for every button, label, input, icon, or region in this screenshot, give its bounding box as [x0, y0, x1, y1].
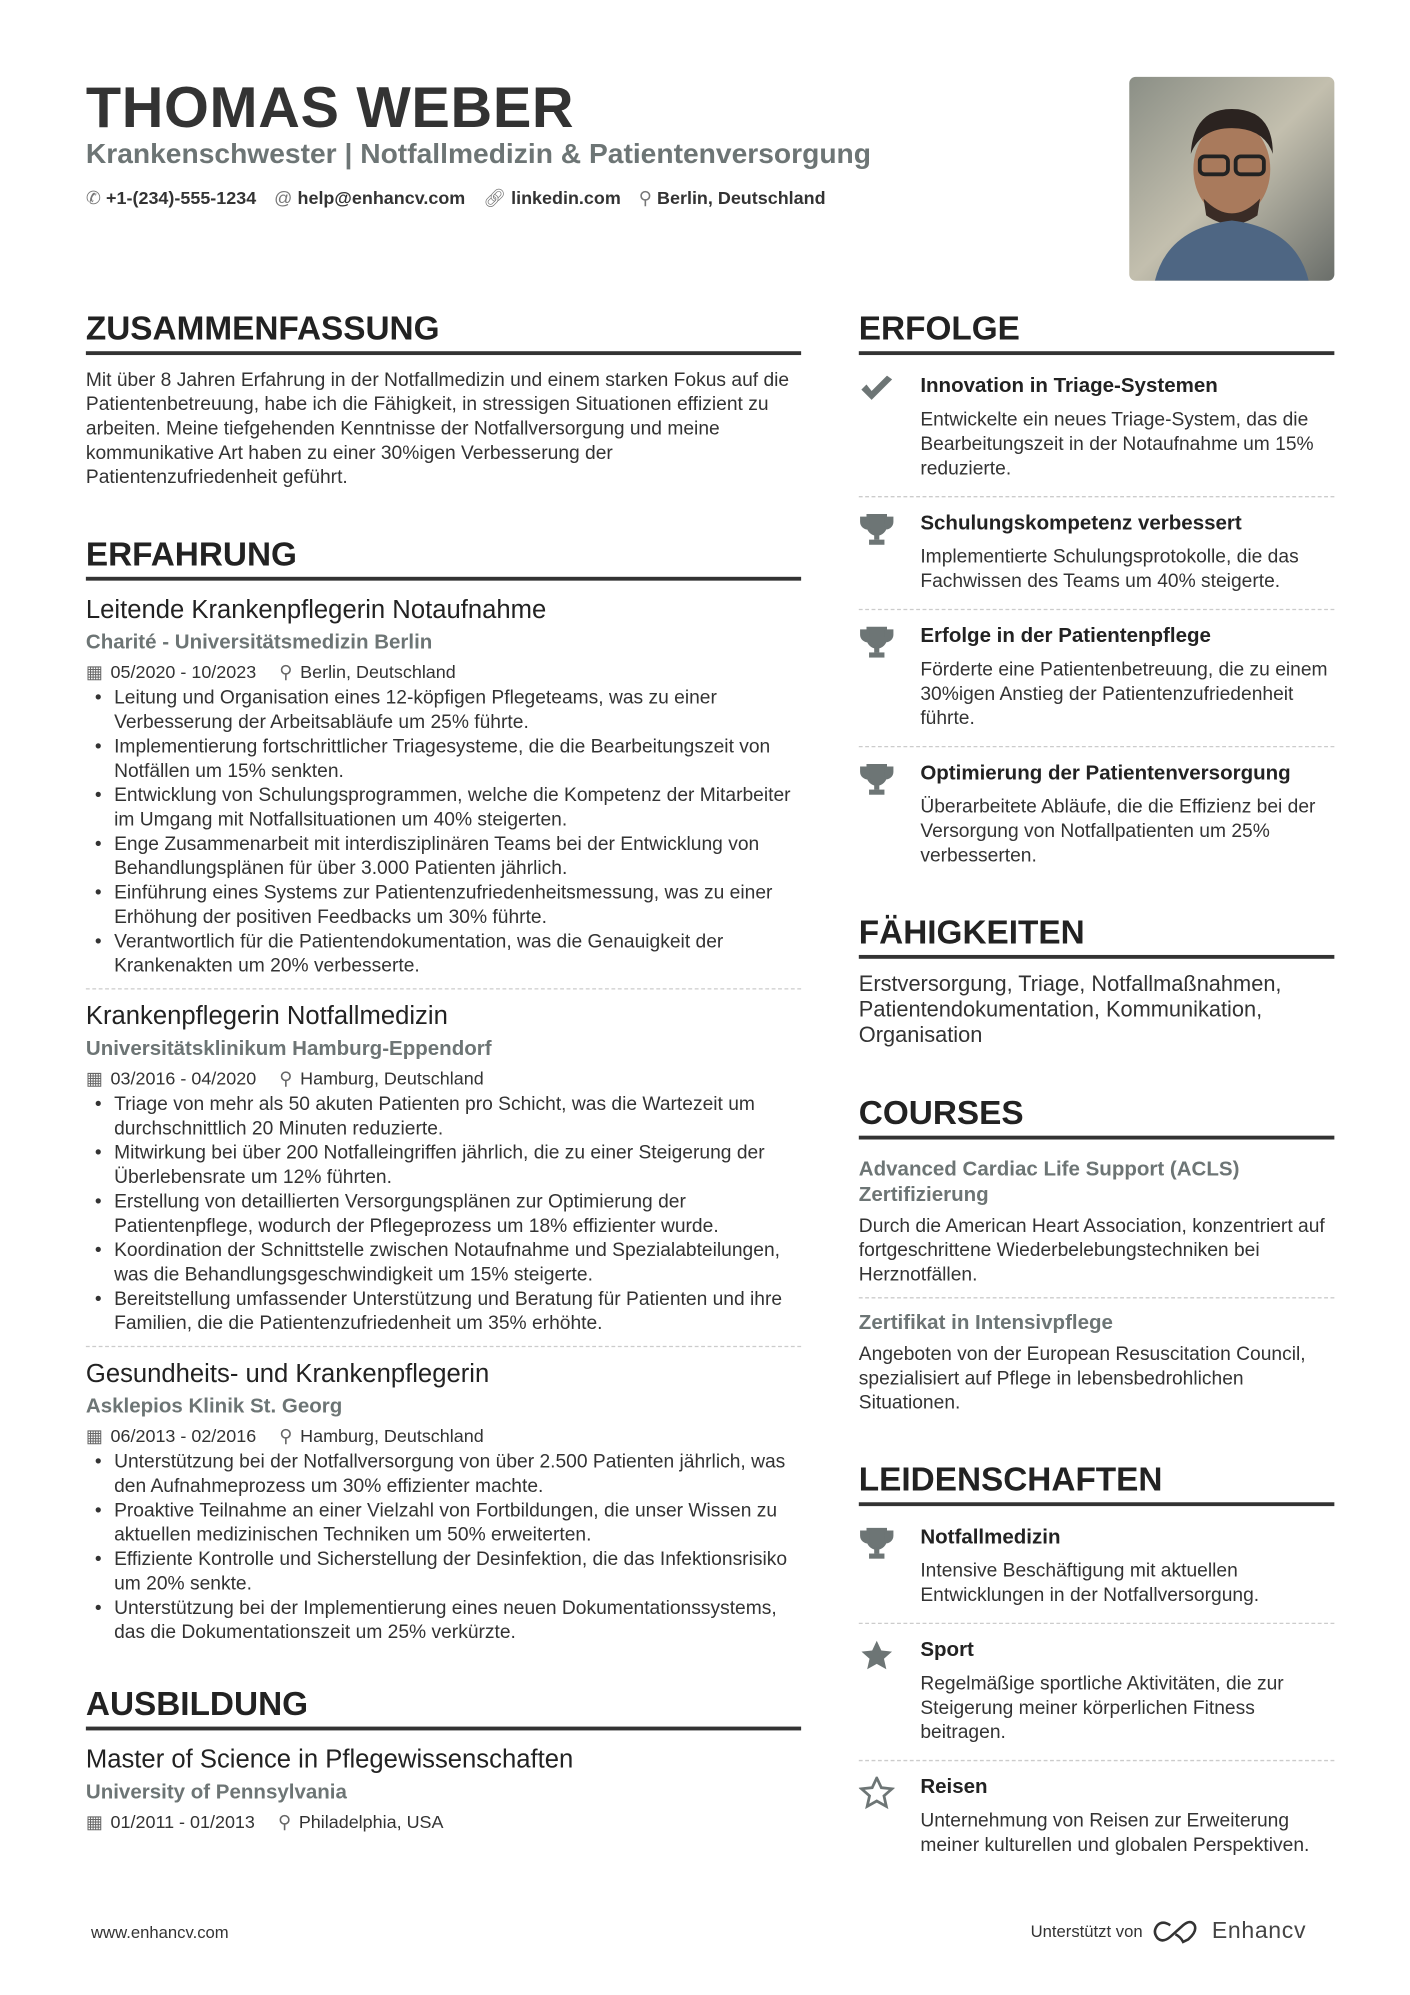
job-bullets [86, 686, 801, 978]
job-meta [86, 1422, 801, 1450]
item-description: Entwickelte ein neues Triage-System, das die Bearbeitungszeit in der Notaufnahme um 15% reduzierte. [920, 408, 1314, 480]
skills-text: Erstversorgung, Triage, Notfallmaßnahmen, Patientendokumentation, Kommunikation, Organisation [858, 971, 1282, 1048]
job-meta [86, 658, 801, 686]
email-text: help@enhancv.com [297, 187, 466, 208]
separator [859, 496, 1335, 497]
calendar-icon: ▦ [85, 1425, 103, 1446]
school: University of Pennsylvania [85, 1781, 347, 1804]
job-dates: 05/2020 - 10/2023 [110, 661, 257, 682]
education-dates: 01/2011 - 01/2013 [110, 1811, 255, 1832]
job-location: Hamburg, Deutschland [300, 1425, 484, 1446]
summary-section [86, 308, 801, 490]
bullet-item: • Leitung und Organisation eines 12-köpfigen Pflegeteams, was zu einer Verbesserung der Arbeitsabläufe um 25% führte. [86, 686, 801, 735]
bullet-item: • Bereitstellung umfassender Unterstützung und Beratung für Patienten und ihre Familien, die die Patientenzufriedenheit um 35% erhöhte. [86, 1287, 801, 1336]
degree: Master of Science in Pflegewissenschaften [85, 1745, 574, 1775]
course-title: Zertifikat in Intensivpflege [858, 1312, 1113, 1335]
company-name: Asklepios Klinik St. Georg [85, 1395, 343, 1418]
item-title: Reisen [920, 1776, 988, 1799]
summary-heading: ZUSAMMENFASSUNG [86, 308, 801, 355]
bullet-item: • Einführung eines Systems zur Patientenzufriedenheitsmessung, was zu einer Erhöhung der positiven Feedbacks um 30% führte. [86, 881, 801, 930]
course-description: Angeboten von der European Resuscitation Council, spezialisiert auf Pflege in lebensbedrohlichen Situationen. [858, 1343, 1306, 1414]
location-pin-icon: ⚲ [277, 1811, 292, 1832]
job-bullets [86, 1450, 801, 1645]
location-pin-icon: ⚲ [638, 187, 652, 208]
bullet-item: • Unterstützung bei der Implementierung eines neuen Dokumentationssystems, das die Dokumentationszeit um 25% verkürzte. [86, 1596, 801, 1645]
candidate-title: Krankenschwester | Notfallmedizin & Patientenversorgung [85, 137, 872, 170]
skills-heading: FÄHIGKEITEN [859, 911, 1335, 958]
calendar-icon: ▦ [85, 1811, 103, 1832]
item-text [920, 760, 1334, 868]
item-description: Regelmäßige sportliche Aktivitäten, die zur Steigerung meiner körperlichen Fitness beitragen. [920, 1672, 1284, 1744]
item-title: Notfallmedizin [920, 1526, 1061, 1549]
item-title: Optimierung der Patientenversorgung [920, 762, 1291, 785]
contact-row [86, 187, 826, 209]
job-dates: 06/2013 - 02/2016 [110, 1425, 257, 1446]
star-icon [859, 1637, 897, 1745]
trophy-icon [859, 623, 897, 731]
passions-item [859, 1769, 1335, 1863]
job-location: Berlin, Deutschland [300, 661, 456, 682]
passions-heading: LEIDENSCHAFTEN [859, 1459, 1335, 1506]
item-text [920, 1524, 1334, 1607]
phone-text: +1-(234)-555-1234 [106, 187, 257, 208]
item-description: Implementierte Schulungsprotokolle, die das Fachwissen des Teams um 40% steigerte. [920, 546, 1299, 593]
item-description: Unternehmung von Reisen zur Erweiterung meiner kulturellen und globalen Perspektiven. [920, 1809, 1310, 1857]
bullet-item: • Enge Zusammenarbeit mit interdisziplinären Teams bei der Entwicklung von Behandlungsplänen für über 3.000 Patienten jährlich. [86, 832, 801, 881]
item-text [920, 623, 1334, 731]
profile-photo [1129, 77, 1334, 281]
bullet-item: • Unterstützung bei der Notfallversorgung von über 2.500 Patienten jährlich, was den Aufnahmeprozess um 30% effizienter machte. [86, 1450, 801, 1499]
location-pin-icon: ⚲ [279, 1425, 293, 1446]
left-column [86, 308, 801, 1836]
course-item [859, 1152, 1335, 1287]
passions-item [859, 1519, 1335, 1613]
job-entry [86, 593, 801, 978]
achievements-section [859, 308, 1335, 873]
job-title: Krankenpflegerin Notfallmedizin [85, 1002, 448, 1031]
at-icon: @ [274, 187, 293, 208]
job-bullets [86, 1092, 801, 1336]
job-entry [86, 1000, 801, 1336]
location-pin-icon: ⚲ [279, 1067, 293, 1089]
course-title: Advanced Cardiac Life Support (ACLS) Zertifizierung [858, 1158, 1240, 1207]
job-title: Leitende Krankenpflegerin Notaufnahme [85, 596, 547, 625]
achievements-heading: ERFOLGE [859, 308, 1335, 355]
courses-section [859, 1092, 1335, 1415]
item-text [920, 1637, 1334, 1745]
separator [859, 1297, 1335, 1298]
location-pin-icon: ⚲ [279, 661, 293, 682]
item-title: Erfolge in der Patientenpflege [920, 625, 1211, 648]
link-icon: 🔗︎ [483, 187, 506, 208]
separator [86, 1346, 801, 1347]
contact-phone[interactable] [86, 187, 256, 209]
passions-section [859, 1459, 1335, 1863]
separator [86, 988, 801, 989]
experience-heading: ERFAHRUNG [86, 533, 801, 580]
candidate-name: THOMAS WEBER [85, 74, 575, 140]
skills-section [859, 911, 1335, 1048]
trophy-icon [859, 510, 897, 593]
achievements-item [859, 368, 1335, 486]
job-meta [86, 1064, 801, 1092]
education-meta [86, 1807, 801, 1835]
footer-website[interactable]: www.enhancv.com [91, 1922, 229, 1942]
check-icon [859, 373, 897, 481]
separator [859, 1760, 1335, 1761]
item-text [920, 373, 1334, 481]
item-text [920, 510, 1334, 593]
bullet-item: • Entwicklung von Schulungsprogrammen, welche die Kompetenz der Mitarbeiter im Umgang mit Notfallsituationen um 40% steigerten. [86, 783, 801, 832]
item-title: Innovation in Triage-Systemen [920, 375, 1218, 398]
footer-branding [1031, 1918, 1307, 1945]
separator [859, 609, 1335, 610]
passions-item [859, 1632, 1335, 1750]
contact-email[interactable] [274, 187, 465, 209]
bullet-item: • Erstellung von detaillierten Versorgungsplänen zur Optimierung der Patientenpflege, wodurch der Pflegeprozess um 18% effizienter wurde. [86, 1190, 801, 1239]
bullet-item: • Implementierung fortschrittlicher Triagesysteme, die die Bearbeitungszeit von Notfällen um 15% senkten. [86, 734, 801, 783]
bullet-item: • Mitwirkung bei über 200 Notfalleingriffen jährlich, die zu einer Steigerung der Überlebensrate um 12% führten. [86, 1141, 801, 1190]
location-text: Berlin, Deutschland [657, 187, 826, 208]
trophy-icon [859, 760, 897, 868]
item-description: Förderte eine Patientenbetreuung, die zu einem 30%igen Anstieg der Patientenzufriedenheit führte. [920, 658, 1328, 730]
right-column [859, 308, 1335, 1863]
enhancv-brand: Enhancv [1211, 1917, 1307, 1944]
company-name: Charité - Universitätsmedizin Berlin [85, 631, 433, 654]
bullet-item: • Verantwortlich für die Patientendokumentation, was die Genauigkeit der Krankenakten um 20% verbesserte. [86, 929, 801, 978]
experience-section [86, 533, 801, 1644]
company-name: Universitätsklinikum Hamburg-Eppendorf [85, 1038, 492, 1061]
job-location: Hamburg, Deutschland [300, 1067, 484, 1089]
education-location: Philadelphia, USA [298, 1811, 444, 1832]
course-item [859, 1306, 1335, 1415]
job-entry [86, 1357, 801, 1644]
job-title: Gesundheits- und Krankenpflegerin [85, 1359, 490, 1389]
calendar-icon: ▦ [85, 661, 103, 682]
star-outline-icon [859, 1774, 897, 1857]
separator [859, 746, 1335, 747]
calendar-icon: ▦ [85, 1067, 103, 1089]
phone-icon: ✆ [85, 187, 101, 208]
education-section [86, 1683, 801, 1836]
enhancv-logo-icon [1153, 1918, 1202, 1944]
separator [859, 1623, 1335, 1624]
achievements-item [859, 505, 1335, 599]
bullet-item: • Effiziente Kontrolle und Sicherstellung der Desinfektion, die das Infektionsrisiko um 20% senkte. [86, 1547, 801, 1596]
contact-linkedin[interactable] [483, 187, 621, 209]
item-description: Intensive Beschäftigung mit aktuellen Entwicklungen in der Notfallversorgung. [920, 1559, 1260, 1607]
trophy-icon [859, 1524, 897, 1607]
item-title: Schulungskompetenz verbessert [920, 512, 1242, 535]
courses-heading: COURSES [859, 1092, 1335, 1139]
bullet-item: • Koordination der Schnittstelle zwischen Notaufnahme und Spezialabteilungen, was die Behandlungsgeschwindigkeit um 15% steigerte. [86, 1238, 801, 1287]
achievements-item [859, 618, 1335, 736]
education-heading: AUSBILDUNG [86, 1683, 801, 1730]
achievements-item [859, 755, 1335, 873]
job-dates: 03/2016 - 04/2020 [110, 1067, 257, 1089]
item-description: Überarbeitete Abläufe, die die Effizienz bei der Versorgung von Notfallpatienten um 25% verbesserten. [920, 795, 1316, 867]
powered-by-text: Unterstützt von [1030, 1921, 1143, 1941]
linkedin-text: linkedin.com [511, 187, 621, 208]
item-text [920, 1774, 1334, 1857]
item-title: Sport [920, 1639, 974, 1662]
bullet-item: • Proaktive Teilnahme an einer Vielzahl von Fortbildungen, die unser Wissen zu aktuellen medizinischen Techniken um 50% erweiterten. [86, 1498, 801, 1547]
bullet-item: • Triage von mehr als 50 akuten Patienten pro Schicht, was die Wartezeit um durchschnittlich 20 Minuten reduzierte. [86, 1092, 801, 1141]
contact-location [639, 187, 826, 209]
course-description: Durch die American Heart Association, konzentriert auf fortgeschrittene Wiederbelebungstechniken bei Herznotfällen. [858, 1215, 1325, 1286]
summary-text: Mit über 8 Jahren Erfahrung in der Notfallmedizin und einem starken Fokus auf die Patientenbetreuung, habe ich die Fähigkeit, in stressigen Situationen effizient zu arbeiten. Meine tiefgehenden Kenntnisse der Notfallversorgung und meine kommunikative Art haben zu einer 30%igen Verbesserung der Patientenzufriedenheit geführt. [85, 369, 790, 489]
